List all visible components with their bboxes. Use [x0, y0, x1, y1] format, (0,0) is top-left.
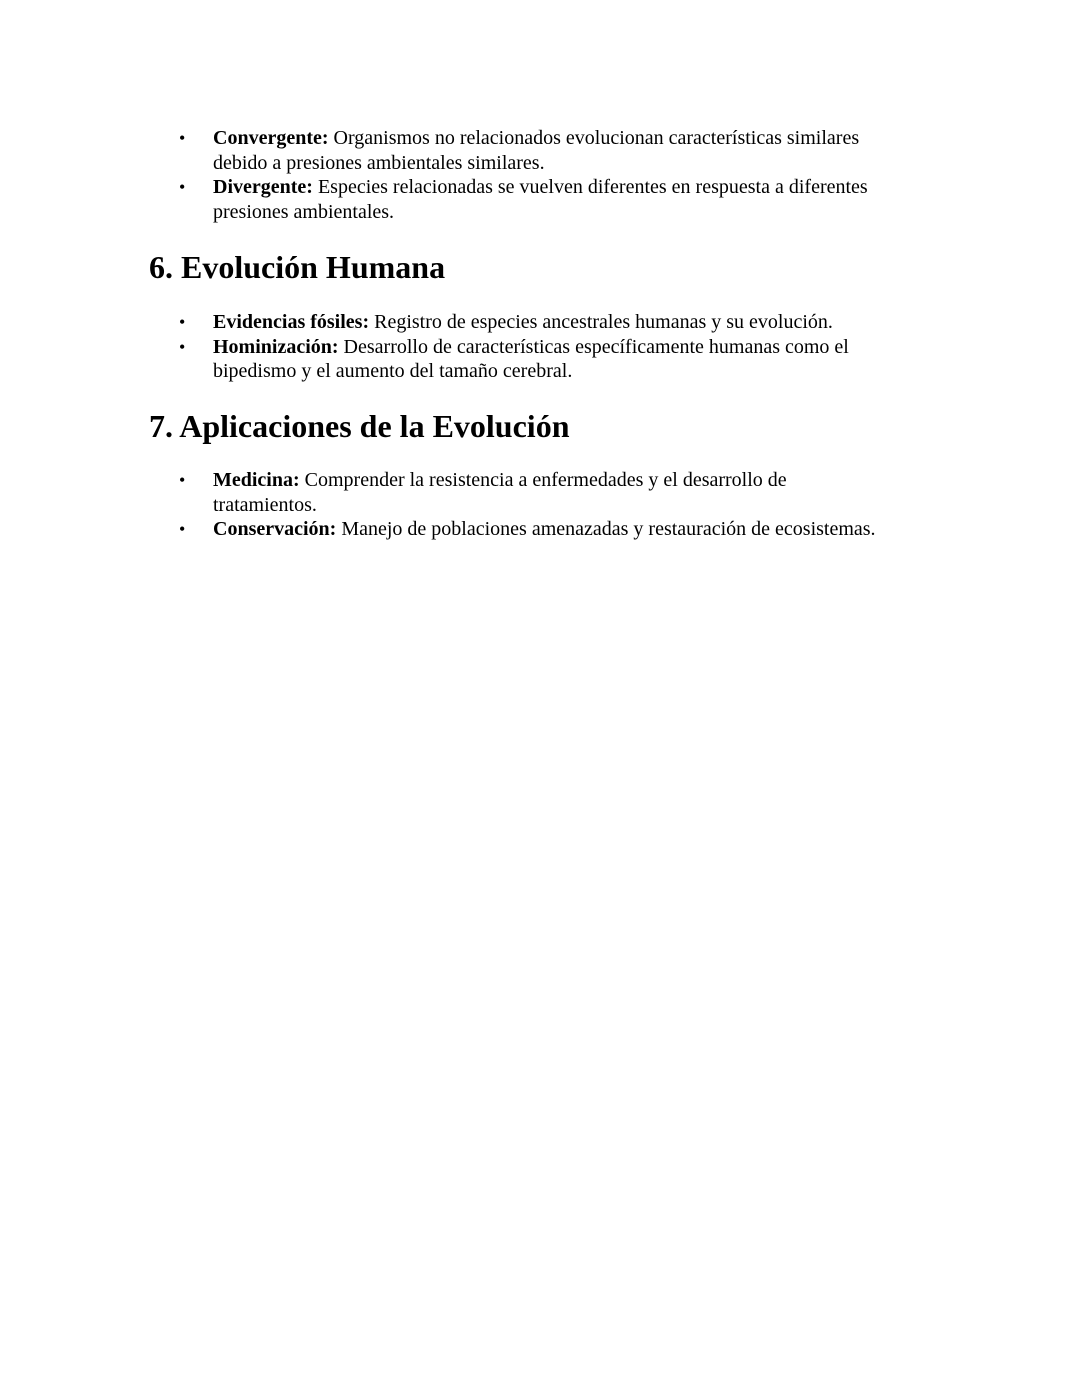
term-label: Medicina: [213, 469, 300, 491]
bullet-icon: • [179, 177, 186, 197]
term-label: Evidencias fósiles: [213, 311, 370, 333]
bullet-icon: • [179, 336, 186, 357]
section-heading-aplicaciones: 7. Aplicaciones de la Evolución [149, 408, 570, 444]
term-description: Comprender la resistencia a enfermedades y el desarrollo de tratamientos. [213, 469, 787, 516]
evolution-types-list [179, 126, 933, 224]
term-label: Divergente: [213, 176, 313, 198]
list-item-conservacion [179, 517, 973, 542]
term-label: Hominización: [213, 335, 339, 358]
term-label: Conservación: [213, 518, 337, 540]
human-evolution-list [179, 310, 933, 384]
term-description: Desarrollo de características específicamente humanas como el bipedismo y el aumento del tamaño cerebral. [213, 335, 849, 382]
term-label: Convergente: [213, 127, 329, 149]
bullet-icon: • [179, 470, 186, 490]
term-description: Registro de especies ancestrales humanas y su evolución. [369, 311, 833, 333]
term-description: Especies relacionadas se vuelven diferentes en respuesta a diferentes presiones ambientales. [213, 176, 868, 223]
list-item-evidencias-fosiles [179, 310, 913, 335]
applications-list [179, 468, 933, 542]
term-description: Organismos no relacionados evolucionan características similares debido a presiones ambientales similares. [213, 127, 860, 174]
bullet-icon: • [179, 519, 186, 539]
list-item-divergente [179, 175, 923, 224]
list-item-hominizacion [179, 335, 903, 384]
bullet-icon: • [179, 128, 186, 148]
term-description: Manejo de poblaciones amenazadas y restauración de ecosistemas. [336, 518, 876, 540]
list-item-medicina [179, 468, 853, 517]
bullet-icon: • [179, 312, 186, 332]
section-heading-evolucion-humana: 6. Evolución Humana [149, 249, 446, 285]
list-item-convergente [179, 126, 913, 175]
